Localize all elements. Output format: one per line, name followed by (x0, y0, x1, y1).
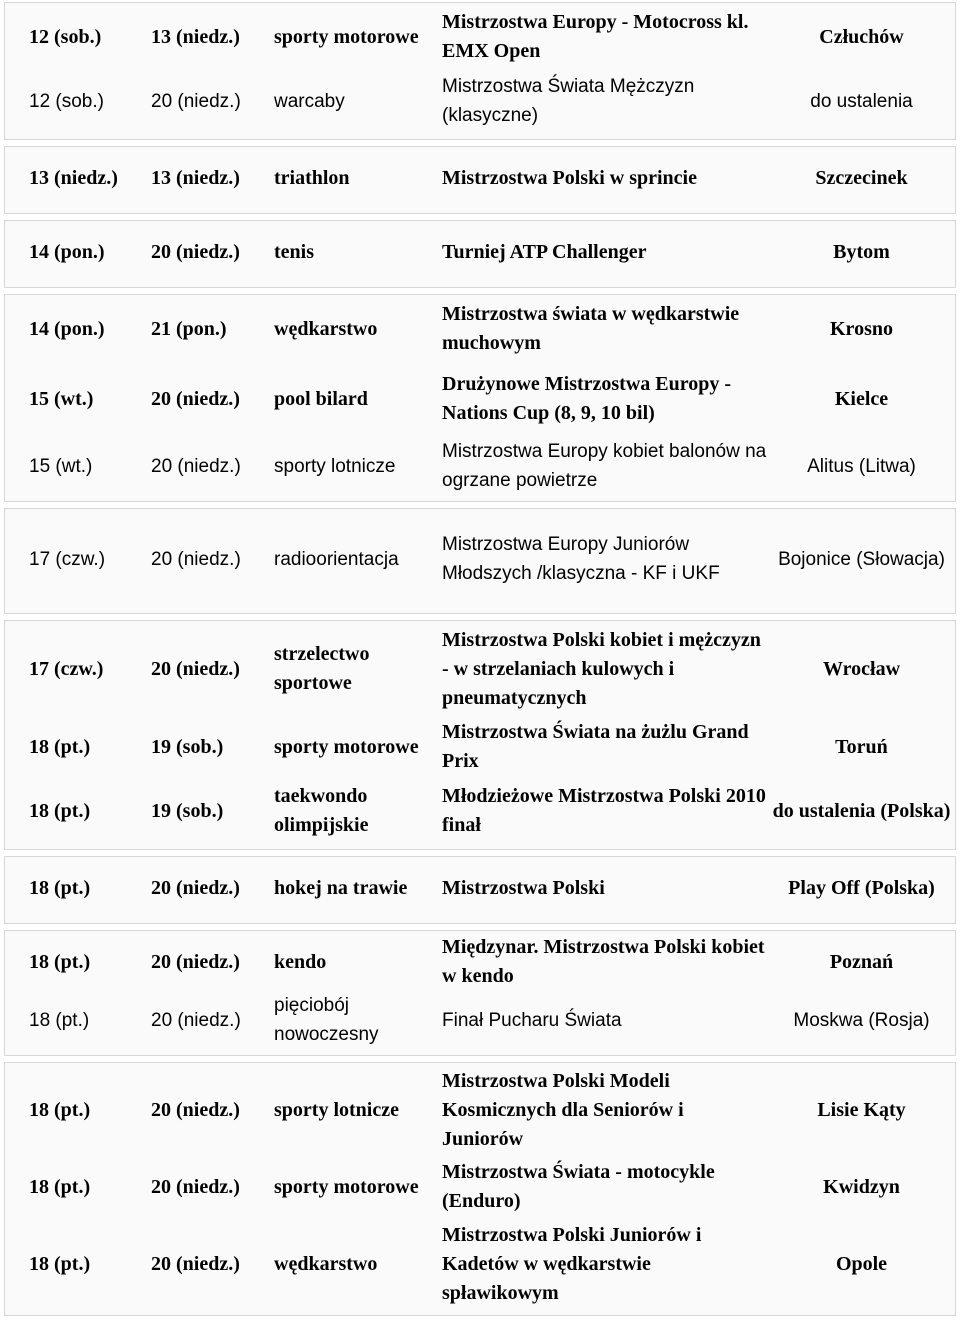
table-row (5, 437, 955, 495)
start-date-cell: 15 (wt.) (29, 387, 94, 410)
location-cell: do ustalenia (Polska) (772, 799, 951, 822)
location-cell: Kwidzyn (823, 1175, 900, 1198)
table-row (5, 623, 955, 715)
event-group (4, 1062, 956, 1316)
table-row (5, 779, 955, 843)
table-row (5, 1219, 955, 1309)
end-date-cell: 20 (niedz.) (151, 1175, 240, 1198)
event-name-cell: Mistrzostwa Polski Juniorów i Kadetów w wędkarstwie spławikowym (442, 1223, 702, 1304)
start-date-cell: 17 (czw.) (29, 548, 106, 570)
start-date-cell: 12 (sob.) (29, 90, 104, 112)
discipline-cell: triathlon (274, 166, 350, 189)
event-name-cell: Mistrzostwa Europy Juniorów Młodszych /klasyczna - KF i UKF (442, 534, 720, 584)
event-group (4, 930, 956, 1056)
location-cell: Bytom (833, 240, 890, 263)
end-date-cell: 20 (niedz.) (151, 876, 240, 899)
start-date-cell: 17 (czw.) (29, 657, 104, 680)
discipline-cell: kendo (274, 950, 327, 973)
discipline-cell: warcaby (274, 90, 345, 112)
event-group (4, 2, 956, 140)
event-name-cell: Mistrzostwa świata w wędkarstwie muchowym (442, 303, 740, 354)
table-row (5, 361, 955, 437)
start-date-cell: 18 (pt.) (29, 876, 91, 899)
discipline-cell: wędkarstwo (274, 1252, 378, 1275)
discipline-cell: sporty motorowe (274, 25, 419, 48)
end-date-cell: 20 (niedz.) (151, 1252, 240, 1275)
table-row (5, 1155, 955, 1219)
start-date-cell: 18 (pt.) (29, 1175, 91, 1198)
table-row (5, 933, 955, 991)
table-row (5, 991, 955, 1049)
location-cell: do ustalenia (810, 90, 913, 112)
location-cell: Play Off (Polska) (788, 876, 935, 899)
discipline-cell: sporty lotnicze (274, 455, 396, 477)
event-group (4, 220, 956, 288)
location-cell: Lisie Kąty (817, 1098, 906, 1121)
event-group (4, 508, 956, 614)
start-date-cell: 13 (niedz.) (29, 166, 118, 189)
table-row (5, 859, 955, 917)
end-date-cell: 20 (niedz.) (151, 657, 240, 680)
end-date-cell: 13 (niedz.) (151, 166, 240, 189)
start-date-cell: 12 (sob.) (29, 25, 102, 48)
location-cell: Alitus (Litwa) (807, 455, 916, 477)
event-name-cell: Mistrzostwa Świata Mężczyzn (klasyczne) (442, 76, 695, 126)
end-date-cell: 19 (sob.) (151, 799, 224, 822)
start-date-cell: 14 (pon.) (29, 240, 105, 263)
event-name-cell: Mistrzostwa Polski (442, 876, 605, 899)
discipline-cell: hokej na trawie (274, 876, 408, 899)
location-cell: Szczecinek (815, 166, 908, 189)
discipline-cell: tenis (274, 240, 314, 263)
event-group (4, 294, 956, 502)
end-date-cell: 13 (niedz.) (151, 25, 240, 48)
end-date-cell: 20 (niedz.) (151, 90, 241, 112)
event-group (4, 146, 956, 214)
discipline-cell: wędkarstwo (274, 317, 378, 340)
event-name-cell: Mistrzostwa Polski Modeli Kosmicznych dla Seniorów i Juniorów (442, 1069, 684, 1150)
event-name-cell: Drużynowe Mistrzostwa Europy -Nations Cup (8, 9, 10 bil) (442, 373, 732, 424)
table-row (5, 69, 955, 133)
location-cell: Bojonice (Słowacja) (778, 548, 945, 570)
end-date-cell: 20 (niedz.) (151, 548, 241, 570)
event-name-cell: Międzynar. Mistrzostwa Polski kobiet w kendo (442, 936, 765, 987)
event-name-cell: Mistrzostwa Świata na żużlu Grand Prix (442, 721, 749, 772)
table-row (5, 297, 955, 361)
event-name-cell: Turniej ATP Challenger (442, 240, 647, 263)
event-group (4, 856, 956, 924)
end-date-cell: 20 (niedz.) (151, 950, 240, 973)
end-date-cell: 20 (niedz.) (151, 455, 241, 477)
location-cell: Kielce (834, 387, 889, 410)
table-row (5, 5, 955, 69)
end-date-cell: 20 (niedz.) (151, 387, 240, 410)
end-date-cell: 19 (sob.) (151, 735, 224, 758)
location-cell: Toruń (835, 735, 888, 758)
location-cell: Człuchów (819, 25, 904, 48)
table-row (5, 511, 955, 607)
start-date-cell: 15 (wt.) (29, 455, 93, 477)
location-cell: Krosno (830, 317, 893, 340)
start-date-cell: 18 (pt.) (29, 799, 91, 822)
discipline-cell: taekwondo olimpijskie (274, 785, 369, 836)
table-row (5, 223, 955, 281)
start-date-cell: 18 (pt.) (29, 1009, 90, 1031)
event-name-cell: Mistrzostwa Europy - Motocross kl. EMX Open (442, 11, 749, 62)
end-date-cell: 21 (pon.) (151, 317, 227, 340)
discipline-cell: strzelectwo sportowe (274, 643, 370, 694)
start-date-cell: 14 (pon.) (29, 317, 105, 340)
discipline-cell: pięciobój nowoczesny (274, 995, 379, 1045)
discipline-cell: sporty motorowe (274, 1175, 419, 1198)
location-cell: Poznań (829, 950, 894, 973)
location-cell: Opole (835, 1252, 888, 1275)
event-name-cell: Młodzieżowe Mistrzostwa Polski 2010 finał (442, 785, 766, 836)
discipline-cell: pool bilard (274, 387, 368, 410)
discipline-cell: radioorientacja (274, 548, 399, 570)
end-date-cell: 20 (niedz.) (151, 1009, 241, 1031)
table-row (5, 1065, 955, 1155)
table-row (5, 149, 955, 207)
table-row (5, 715, 955, 779)
discipline-cell: sporty lotnicze (274, 1098, 399, 1121)
location-cell: Moskwa (Rosja) (793, 1009, 930, 1031)
event-name-cell: Mistrzostwa Polski kobiet i mężczyzn - w strzelaniach kulowych i pneumatycznych (442, 628, 761, 709)
start-date-cell: 18 (pt.) (29, 1252, 91, 1275)
event-name-cell: Mistrzostwa Polski w sprincie (442, 166, 697, 189)
event-name-cell: Mistrzostwa Świata - motocykle (Enduro) (442, 1161, 715, 1212)
event-name-cell: Mistrzostwa Europy kobiet balonów na ogrzane powietrze (442, 441, 767, 491)
start-date-cell: 18 (pt.) (29, 950, 91, 973)
start-date-cell: 18 (pt.) (29, 1098, 91, 1121)
start-date-cell: 18 (pt.) (29, 735, 91, 758)
end-date-cell: 20 (niedz.) (151, 1098, 240, 1121)
events-table (4, 2, 956, 1322)
end-date-cell: 20 (niedz.) (151, 240, 240, 263)
location-cell: Wrocław (822, 657, 901, 680)
discipline-cell: sporty motorowe (274, 735, 419, 758)
event-group (4, 620, 956, 850)
event-name-cell: Finał Pucharu Świata (442, 1009, 622, 1031)
